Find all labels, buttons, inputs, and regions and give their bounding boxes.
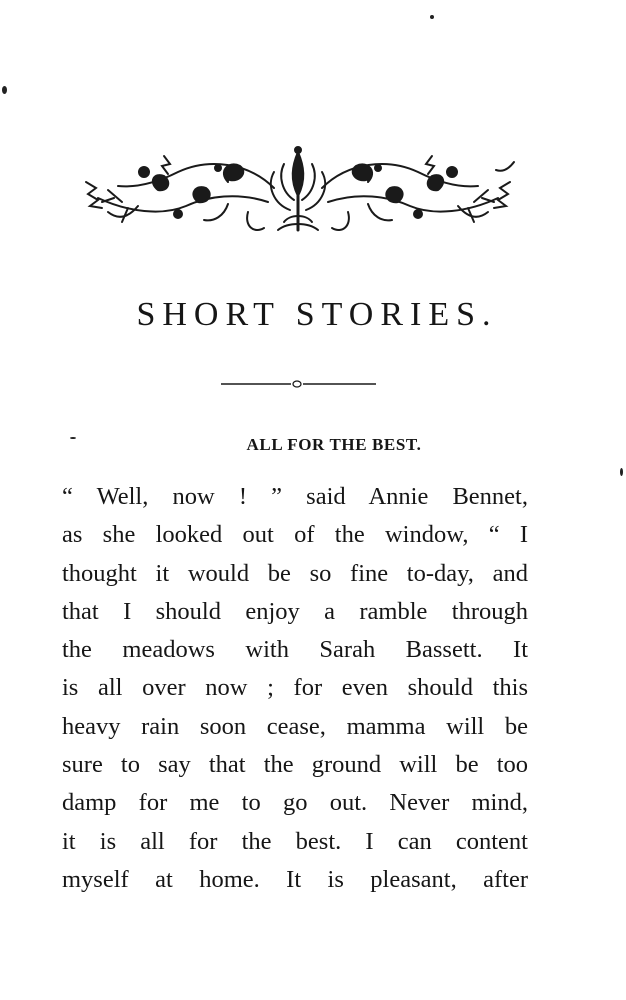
text-line: heavy rain soon cease, mamma will be [62,712,528,740]
text-line: that I should enjoy a ramble through [62,597,528,625]
text-line: thought it would be so fine to-day, and [62,559,528,587]
ink-speck [2,86,7,94]
story-body [62,478,528,899]
ink-speck [620,468,623,476]
story-heading: ALL FOR THE BEST. [246,435,422,454]
floral-headpiece-icon [78,142,518,238]
text-line: “ Well, now ! ” said Annie Bennet, [62,483,528,510]
ink-speck [70,437,76,439]
text-line: the meadows with Sarah Bassett. It [62,636,528,664]
text-line: it is all for the best. I can content [62,827,528,855]
ink-speck [430,15,434,19]
page-title: SHORT STORIES. [136,296,498,333]
rule-with-knot-icon [221,374,376,392]
text-line: damp for me to go out. Never mind, [62,789,528,817]
text-line: myself at home. It is pleasant, after [62,865,528,893]
text-line: is all over now ; for even should this [62,674,528,702]
text-line: as she looked out of the window, “ I [62,521,528,549]
text-line: sure to say that the ground will be too [62,751,528,779]
